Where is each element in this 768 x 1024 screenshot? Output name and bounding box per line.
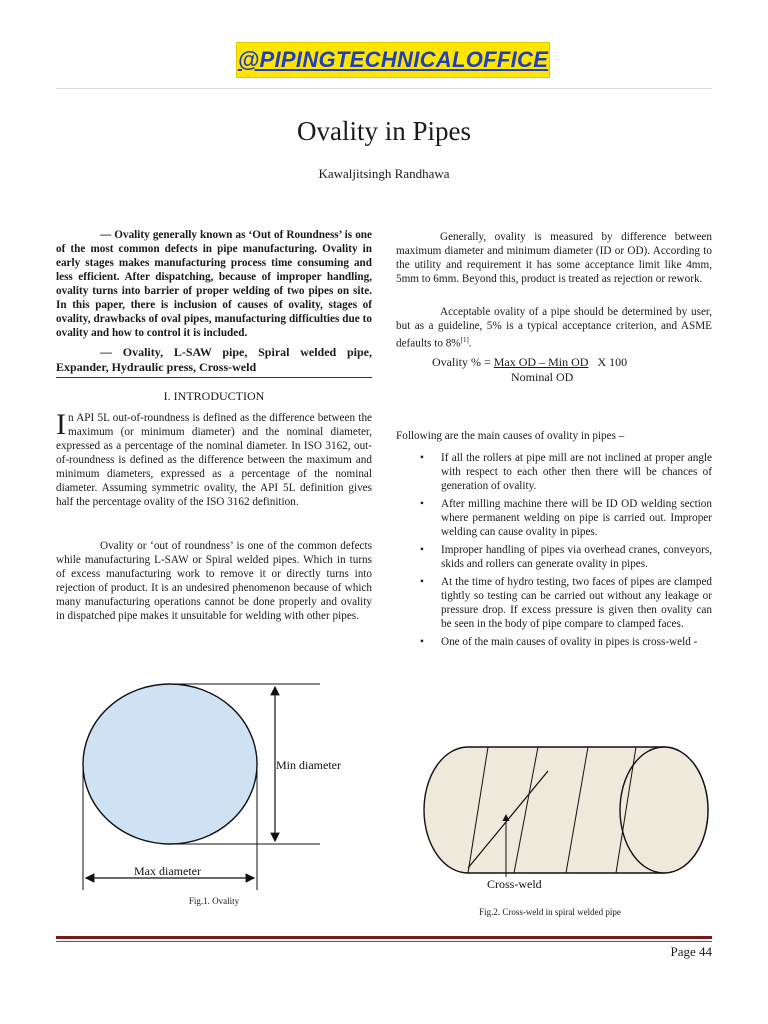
intro-paragraph-1 xyxy=(56,408,372,509)
figure1-caption: Fig.1. Ovality xyxy=(188,896,240,906)
min-diameter-label: Min diameter xyxy=(276,758,341,772)
citation-ref: [1] xyxy=(460,336,469,344)
right-paragraph-2-end: . xyxy=(468,337,472,350)
causes-lead: Following are the main causes of ovality in pipes – xyxy=(396,430,625,442)
right-paragraph-1 xyxy=(396,230,712,286)
formula-multiplier: X 100 xyxy=(597,355,628,369)
section-heading-introduction: I. INTRODUCTION xyxy=(163,389,265,403)
max-diameter-label: Max diameter xyxy=(134,864,201,878)
keywords-text: — Ovality, L-SAW pipe, Spiral welded pipe, Expander, Hydraulic press, Cross-weld xyxy=(56,345,372,374)
ovality-diagram xyxy=(56,668,356,898)
abstract xyxy=(56,228,372,340)
paper-title: Ovality in Pipes xyxy=(297,116,471,146)
footer-rule-thin xyxy=(56,941,712,942)
cross-weld-label: Cross-weld xyxy=(487,877,542,891)
section-divider xyxy=(56,377,372,378)
causes-list xyxy=(420,451,712,653)
paper-author: Kawaljitsingh Randhawa xyxy=(318,166,450,181)
list-item: • At the time of hydro testing, two faces of pipes are clamped tightly so testing can be carried out without any leakage or pressure drop. If excess pressure is given then ovality can be seen in the body of pipe compare to clamped faces. xyxy=(420,575,712,631)
drop-cap: I xyxy=(56,408,66,441)
right-paragraph-2-text: Acceptable ovality of a pipe should be determined by user, but as a guideline, 5% is a typical acceptance criterion, and ASME defaults to 8% xyxy=(396,306,712,350)
figure-ovality xyxy=(56,668,356,903)
intro-paragraph-2-text: Ovality or ‘out of roundness’ is one of the common defects while manufacturing L-SAW or Spiral welded pipes. Which in turns of excess manufacturing work to remove it or directly turns into rejection of product. It is an undesired phenomenon because of which many manufacturing operations cannot be done properly and ovality in dispatched pipe makes it unsuitable for welding with other pipes. xyxy=(56,540,372,622)
keywords xyxy=(56,345,372,375)
figure2-caption: Fig.2. Cross-weld in spiral welded pipe xyxy=(479,907,621,917)
list-item: • One of the main causes of ovality in pipes is cross-weld - xyxy=(420,635,712,649)
ovality-formula xyxy=(432,355,627,385)
brand-banner xyxy=(236,42,550,78)
right-paragraph-2 xyxy=(396,305,712,351)
formula-denominator: Nominal OD xyxy=(511,370,574,384)
list-item: • If all the rollers at pipe mill are not inclined at proper angle with respect to each other then there will be chances of generation of ovality. xyxy=(420,451,712,493)
oval-pipe-section xyxy=(83,684,257,844)
spiral-pipe-diagram xyxy=(396,735,716,895)
intro-paragraph-2 xyxy=(56,539,372,623)
intro-paragraph-1-text: n API 5L out-of-roundness is defined as the difference between the maximum (or minimum diameter) and the nominal diameter, expressed as a percentage of the nominal diameter. In ISO 3162, out-of-roundness is defined as the difference between the maximum and minimum diameters, expressed as a percentage of the nominal diameter. Assuming symmetric ovality, the API 5L definition gives half the percentage ovality of the ISO 3162 definition. xyxy=(56,412,372,508)
formula-numerator: Max OD – Min OD xyxy=(493,355,589,369)
formula-lhs: Ovality % = xyxy=(432,355,494,369)
list-item: • Improper handling of pipes via overhead cranes, conveyors, skids and rollers can generate ovality in pipes. xyxy=(420,543,712,571)
brand-text: @PIPINGTECHNICALOFFICE xyxy=(237,47,549,72)
abstract-text: — Ovality generally known as ‘Out of Roundness’ is one of the most common defects in pipe manufacturing. Ovality in early stages makes manufacturing process time consuming and less efficient. After dispatching, because of improper handling, ovality turns into barrier of proper welding of two pipes on site. In this paper, there is inclusion of causes of ovality, stages of ovality, drawbacks of oval pipes, manufacturing difficulties due to ovality and how to control it is included. xyxy=(56,229,372,339)
list-item: • After milling machine there will be ID OD welding section where permanent welding on pipe is carried out. Improper welding can cause ovality in pipes. xyxy=(420,497,712,539)
right-paragraph-1-text: Generally, ovality is measured by difference between maximum diameter and minimum diameter (ID or OD). According to the utility and requirement it has some acceptance limit like 4mm, 5mm to 6mm. Beyond this, product is treated as rejection or rework. xyxy=(396,231,712,285)
footer-rule-thick xyxy=(56,936,712,939)
page-number: Page 44 xyxy=(670,944,712,959)
header-divider xyxy=(56,88,712,89)
figure-crossweld xyxy=(396,735,716,900)
